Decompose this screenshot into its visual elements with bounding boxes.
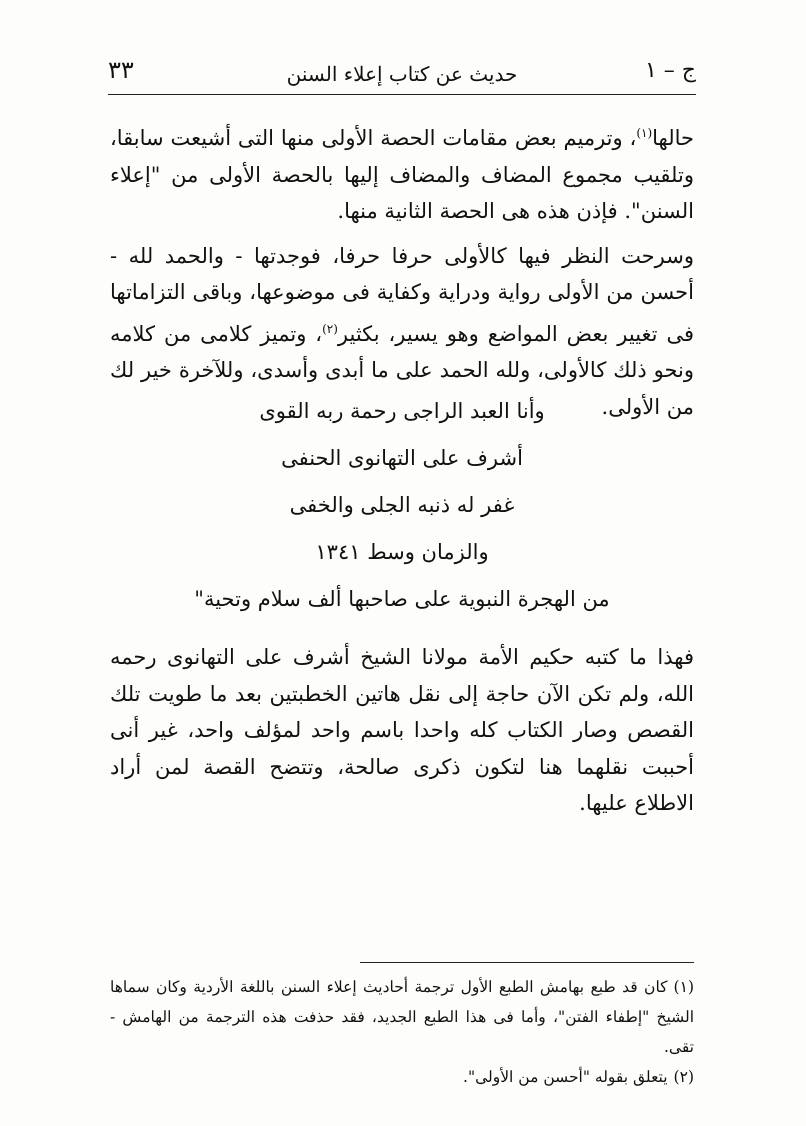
main-text bbox=[110, 115, 694, 425]
page-header bbox=[108, 52, 696, 92]
footnote-number-1: (١) bbox=[673, 978, 694, 996]
signature-line-3: غفر له ذنبه الجلى والخفى bbox=[289, 493, 515, 517]
running-title: حديث عن كتاب إعلاء السنن bbox=[286, 62, 518, 86]
footnote-1 bbox=[110, 972, 694, 1062]
signature-line-5: من الهجرة النبوية على صاحبها ألف سلام وتحية" bbox=[194, 587, 610, 611]
signature-line-2: أشرف على التهانوى الحنفى bbox=[281, 446, 523, 470]
paragraph-1-start: حالها bbox=[652, 126, 694, 150]
signature-block bbox=[110, 388, 694, 623]
footnote-text-2: يتعلق بقوله "أحسن من الأولى". bbox=[463, 1068, 668, 1086]
footnote-2 bbox=[110, 1062, 694, 1092]
paragraph-1-rest: ، وترميم بعض مقامات الحصة الأولى منها التى أشيعت سابقا، وتلقيب مجموع المضاف والمضاف إليها بالحصة الأولى من "إعلاء السنن". فإذن هذه هى الحصة الثانية منها. bbox=[110, 126, 694, 223]
footnote-text-1: كان قد طبع بهامش الطبع الأول ترجمة أحاديث إعلاء السنن باللغة الأردية وكان سماها الشيخ "إطفاء الفتن"، وأما فى هذا الطبع الجديد، فقد حذفت هذه الترجمة من الهامش - تقى. bbox=[110, 978, 694, 1056]
paragraph-1 bbox=[110, 115, 694, 230]
signature-line-1: وأنا العبد الراجى رحمة ربه القوى bbox=[259, 399, 545, 423]
signature-line-4: والزمان وسط ١٣٤١ bbox=[315, 540, 489, 564]
paragraph-2-start: وسرحت النظر فيها كالأولى حرفا حرفا، فوجدتها - والحمد لله - أحسن من الأولى رواية ودراية وكفاية فى موضوعها، وباقى التزاماتها فى تغيير بعض المواضع وهو يسير، بكثير bbox=[110, 243, 694, 346]
paragraph-3: فهذا ما كتبه حكيم الأمة مولانا الشيخ أشرف على التهانوى رحمه الله، ولم تكن الآن حاجة إلى نقل هاتين الخطبتين بعد ما طويت تلك القصص وصار الكتاب كله واحدا باسم واحد لمؤلف واحد، غير أنى أحببت نقلهما هنا لتكون ذكرى صالحة، وتتضح القصة لمن أراد الاطلاع عليها. bbox=[110, 645, 694, 815]
paragraph-gap bbox=[110, 230, 694, 238]
volume-label: ج – ١ bbox=[644, 58, 696, 83]
header-divider bbox=[108, 94, 696, 95]
footnotes bbox=[110, 972, 694, 1092]
footnote-number-2: (٢) bbox=[673, 1068, 694, 1086]
footnote-divider bbox=[360, 962, 694, 963]
footnote-ref-1: (١) bbox=[636, 126, 653, 140]
paragraph-2-rest: ، وتميز كلامى من كلامه ونحو ذلك كالأولى، ولله الحمد على ما أبدى وأسدى، وللآخرة خير لك من الأولى. bbox=[110, 321, 694, 419]
page-number: ٣٣ bbox=[108, 56, 134, 84]
footnote-ref-2: (٢) bbox=[322, 321, 338, 336]
